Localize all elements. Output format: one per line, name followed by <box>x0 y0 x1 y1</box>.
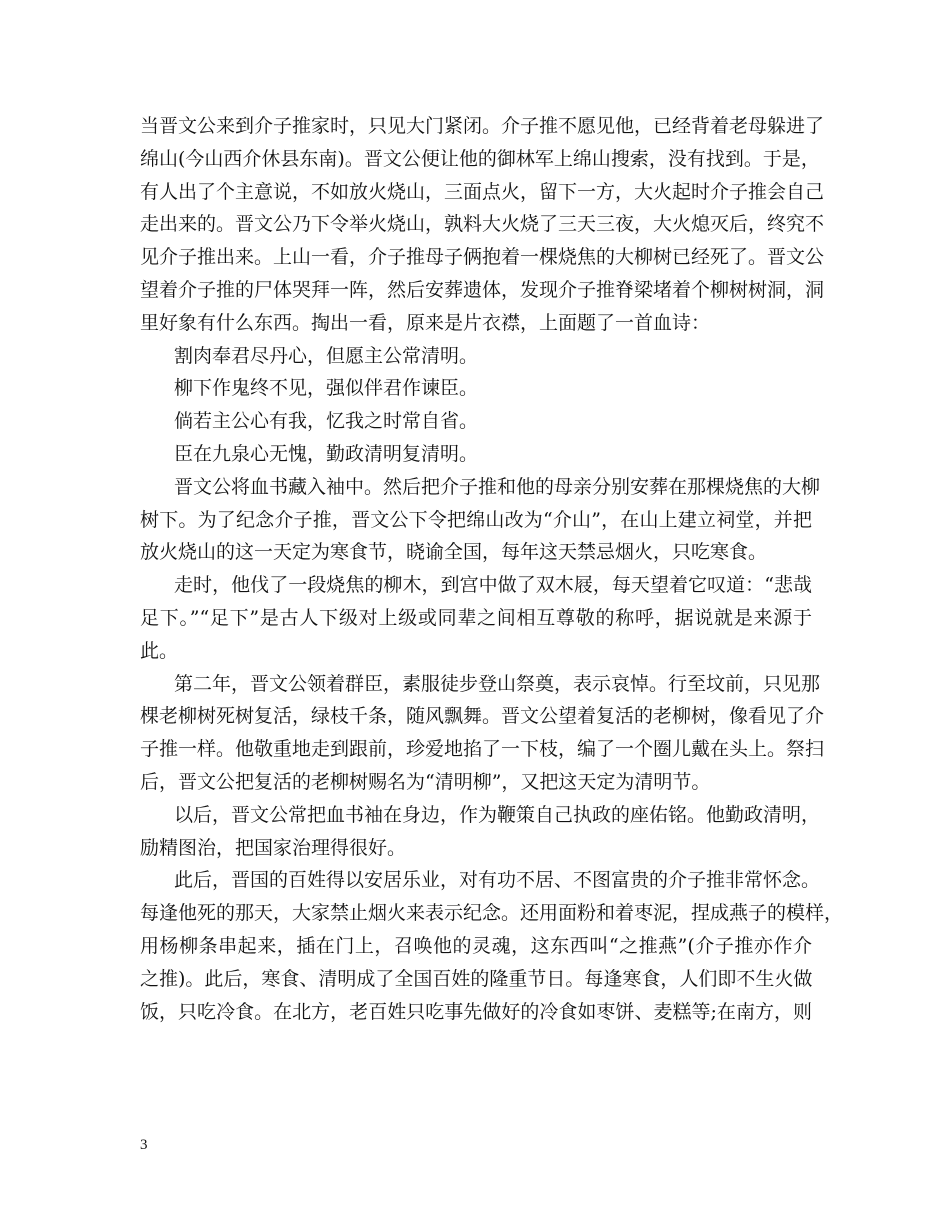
text-line: 励精图治，把国家治理得很好。 <box>140 836 407 859</box>
text-line: 走出来的。晋文公乃下令举火烧山，孰料大火烧了三天三夜，大火熄灭后，终究不 <box>140 213 825 236</box>
paragraph <box>140 569 812 667</box>
text-line: 饭，只吃冷食。在北方，老百姓只吃事先做好的冷食如枣饼、麦糕等;在南方，则 <box>140 1000 812 1023</box>
text-line: 第二年，晋文公领着群臣，素服徒步登山祭奠，表示哀悼。行至坟前，只见那 <box>174 672 821 695</box>
text-line: 足下。”“足下”是古人下级对上级或同辈之间相互尊敬的称呼，据说就是来源于 <box>140 606 812 629</box>
text-line: 里好象有什么东西。掏出一看，原来是片衣襟，上面题了一首血诗： <box>140 311 711 334</box>
text-line: 放火烧山的这一天定为寒食节，晓谕全国，每年这天禁忌烟火，只吃寒食。 <box>140 541 768 564</box>
paragraph <box>140 799 821 865</box>
text-line: 此后，晋国的百姓得以安居乐业，对有功不居、不图富贵的介子推非常怀念。 <box>174 869 821 892</box>
text-line: 见介子推出来。上山一看，介子推母子俩抱着一棵烧焦的大柳树已经死了。晋文公 <box>140 246 825 269</box>
body-text <box>140 110 844 1028</box>
text-line: 晋文公将血书藏入袖中。然后把介子推和他的母亲分别安葬在那棵烧焦的大柳 <box>174 475 821 498</box>
paragraph <box>140 471 821 569</box>
text-line: 走时，他伐了一段烧焦的柳木，到宫中做了双木屐，每天望着它叹道：“悲哉 <box>174 574 812 597</box>
text-line: 用杨柳条串起来，插在门上，召唤他的灵魂，这东西叫“之推燕”(介子推亦作介 <box>140 934 812 957</box>
text-line: 割肉奉君尽丹心，但愿主公常清明。 <box>174 344 479 367</box>
text-line: 绵山(今山西介休县东南)。晋文公便让他的御林军上绵山搜索，没有找到。于是， <box>140 147 820 170</box>
page-number: 3 <box>140 1137 148 1153</box>
text-line: 之推)。此后，寒食、清明成了全国百姓的隆重节日。每逢寒食，人们即不生火做 <box>140 967 813 990</box>
poem-line <box>140 438 812 471</box>
text-line: 棵老柳树死树复活，绿枝千条，随风飘舞。晋文公望着复活的老柳树，像看见了介 <box>140 705 825 728</box>
text-line: 倘若主公心有我，忆我之时常自省。 <box>174 410 479 433</box>
text-line: 此。 <box>140 639 179 662</box>
poem-line <box>140 372 812 405</box>
poem-line <box>140 340 812 373</box>
text-line: 每逢他死的那天，大家禁止烟火来表示纪念。还用面粉和着枣泥，捏成燕子的模样， <box>140 902 844 925</box>
text-line: 树下。为了纪念介子推，晋文公下令把绵山改为“介山”，在山上建立祠堂，并把 <box>140 508 812 531</box>
text-line: 臣在九泉心无愧，勤政清明复清明。 <box>174 442 479 465</box>
paragraph <box>140 110 825 340</box>
text-line: 有人出了个主意说，不如放火烧山，三面点火，留下一方，大火起时介子推会自己 <box>140 180 825 203</box>
poem-line <box>140 405 812 438</box>
text-line: 以后，晋文公常把血书袖在身边，作为鞭策自己执政的座佑铭。他勤政清明， <box>174 803 821 826</box>
text-line: 子推一样。他敬重地走到跟前，珍爱地掐了一下枝，编了一个圈儿戴在头上。祭扫 <box>140 738 825 761</box>
text-line: 当晋文公来到介子推家时，只见大门紧闭。介子推不愿见他，已经背着老母躲进了 <box>140 115 825 137</box>
text-line: 后，晋文公把复活的老柳树赐名为“清明柳”，又把这天定为清明节。 <box>140 770 711 793</box>
paragraph <box>140 668 825 799</box>
text-line: 柳下作鬼终不见，强似伴君作谏臣。 <box>174 377 479 400</box>
text-line: 望着介子推的尸体哭拜一阵，然后安葬遗体，发现介子推脊梁堵着个柳树树洞，洞 <box>140 278 825 301</box>
paragraph <box>140 864 844 1028</box>
